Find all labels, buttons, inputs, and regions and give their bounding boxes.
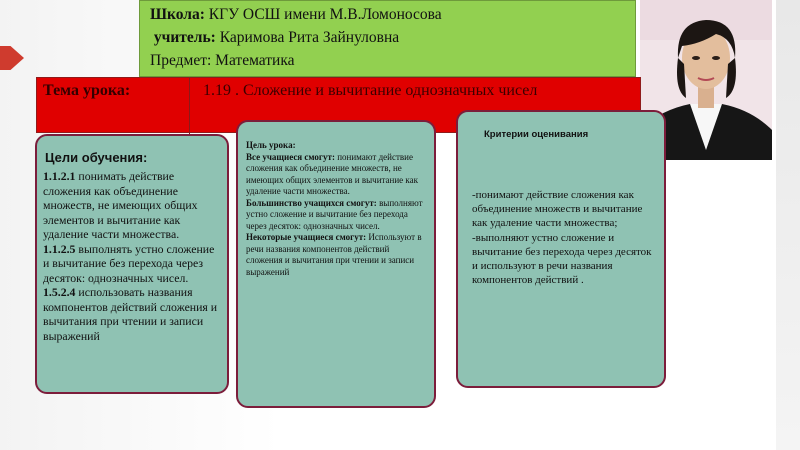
criteria-item: -понимают действие сложения как объединение множеств и вычитание как удаление части множества; — [472, 189, 643, 230]
goal-code: 1.5.2.4 — [43, 285, 76, 299]
decorative-stripe — [776, 0, 800, 450]
aim-heading: Все учащиеся смогут: — [246, 151, 335, 162]
learning-goals-card — [35, 134, 229, 394]
criteria-item: -выполняют устно сложение и вычитание без перехода через десяток и используют в речи названия компонентов действий . — [472, 231, 652, 287]
topic-value: 1.19 . Сложение и вычитание однозначных чисел — [203, 82, 538, 99]
aim-section — [246, 152, 428, 198]
learning-goal-item — [43, 285, 221, 343]
aim-text: Используют в речи названия компонентов действий сложения и вычитания при чтении и записи выражений — [246, 232, 422, 277]
teacher-value: Каримова Рита Зайнуловна — [215, 29, 400, 46]
assessment-criteria-card — [456, 110, 666, 388]
topic-divider — [189, 78, 190, 134]
subject-line — [150, 49, 625, 72]
learning-goal-item — [43, 242, 221, 286]
lesson-aim-card — [236, 120, 436, 408]
school-label: Школа: — [150, 6, 205, 23]
goal-text: понимать действие сложения как объединение множеств, не имеющих общих элементов и вычитание как удаление части множества. — [43, 169, 198, 241]
school-info-box — [139, 0, 636, 77]
aim-title-text: Цель урока: — [246, 140, 296, 150]
goal-code: 1.1.2.1 — [43, 169, 76, 183]
school-value: КГУ ОСШ имени М.В.Ломоносова — [204, 6, 442, 23]
aim-heading: Некоторые учащиеся смогут: — [246, 232, 367, 242]
lesson-aim-title — [246, 140, 428, 152]
aim-text: понимают действие сложения как объединение множеств, не имеющих общих элементов и вычитание как удаление части множества. — [246, 151, 419, 196]
goal-text: использовать названия компонентов действий сложения и вычитания при чтении и записи выражений — [43, 285, 218, 343]
goal-code: 1.1.2.5 — [43, 241, 76, 256]
aim-text: выполняют устно сложение и вычитание без перехода через десяток: однозначных чисел. — [246, 197, 423, 231]
teacher-line — [150, 26, 625, 49]
aim-heading: Большинство учащихся смогут: — [246, 197, 377, 208]
aim-section — [246, 198, 428, 233]
criteria-title: Критерии оценивания — [484, 129, 589, 140]
teacher-label: учитель: — [153, 29, 216, 46]
goal-text: выполнять устно сложение и вычитание без перехода через десяток: однозначных чисел. — [43, 241, 215, 285]
learning-goals-title: Цели обучения: — [45, 150, 148, 165]
learning-goal-item — [43, 169, 221, 242]
topic-label: Тема урока: — [43, 82, 131, 99]
subject-value: Математика — [211, 52, 295, 69]
aim-section — [246, 232, 428, 278]
subject-label: Предмет: — [150, 52, 212, 69]
school-line — [150, 3, 625, 26]
